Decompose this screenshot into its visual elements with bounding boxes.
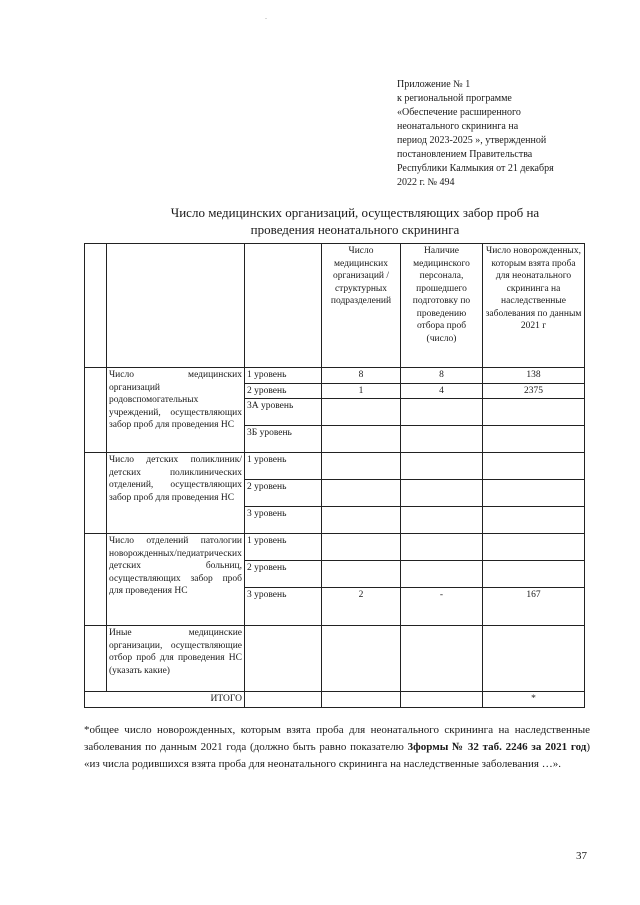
table-row [85,534,585,561]
newborns-cell [483,561,585,588]
level-cell: 3 уровень [245,588,322,626]
level-cell: 1 уровень [245,534,322,561]
newborns-cell: 138 [483,368,585,384]
newborns-cell: 167 [483,588,585,626]
screening-table [84,243,585,708]
newborns-cell [483,507,585,534]
marker-cell [85,368,107,453]
staff-cell: - [401,588,483,626]
scan-mark: . [265,12,267,21]
footnote-text: *общее число новорожденных, которым взята проба для неонатального скрининга на наследственные заболевания по данным 2021 года (должно быть равно показателю [84,724,590,753]
title-line-1: Число медицинских организаций, осуществляющих забор проб на [170,205,540,220]
header-newborns: Число новорожденных, которым взята проба для неонатального скрининга на наследственные заболевания по данным 2021 г [483,244,585,368]
total-row [85,692,585,708]
table-header-row [85,244,585,368]
header-blank-cell [85,244,107,368]
group-label: Число отделений патологии новорожденных/педиатрических детских больниц, осуществляющих забор проб для проведения НС [107,534,245,626]
level-cell: 1 уровень [245,453,322,480]
footnote [84,722,590,773]
org-count-cell: 2 [322,588,401,626]
level-cell: 2 уровень [245,561,322,588]
newborns-cell [483,453,585,480]
staff-cell [401,561,483,588]
group-label: Число медицинских организаций родовспомогательных учреждений, осуществляющих забор проб для проведения НС [107,368,245,453]
page-title [120,204,590,238]
staff-cell [401,507,483,534]
staff-cell: 4 [401,383,483,399]
marker-cell [85,626,107,692]
level-cell: 3 уровень [245,507,322,534]
staff-cell [401,453,483,480]
org-count-cell: 1 [322,383,401,399]
staff-cell [401,626,483,692]
header-blank-cell [107,244,245,368]
newborns-cell [483,426,585,453]
org-count-cell [322,507,401,534]
staff-cell: 8 [401,368,483,384]
appendix-line: Приложение № 1 [397,79,471,90]
marker-cell [85,453,107,534]
level-cell: 3А уровень [245,399,322,426]
org-count-cell [322,453,401,480]
header-blank-cell [245,244,322,368]
staff-cell [401,534,483,561]
org-count-cell: 8 [322,368,401,384]
org-count-cell [322,534,401,561]
group-label: Иные медицинские организации, осуществляющие отбор проб для проведения НС (указать какие) [107,626,245,692]
level-cell [245,692,322,708]
page-number: 37 [576,850,587,862]
total-staff [401,692,483,708]
footnote-text: ) «из числа родившихся взята проба для неонатального скрининга на наследственные заболевания …». [84,741,590,770]
newborns-cell [483,626,585,692]
table-row [85,368,585,384]
level-cell [245,626,322,692]
marker-cell [85,534,107,626]
appendix-line: Республики Калмыкия от 21 декабря [397,163,554,174]
level-cell: 1 уровень [245,368,322,384]
appendix-line: 2022 г. № 494 [397,177,455,188]
staff-cell [401,399,483,426]
appendix-line: к региональной программе [397,93,512,104]
appendix-line: постановлением Правительства [397,149,533,160]
org-count-cell [322,480,401,507]
org-count-cell [322,626,401,692]
newborns-cell [483,399,585,426]
org-count-cell [322,561,401,588]
newborns-cell [483,480,585,507]
appendix-note [397,78,597,190]
appendix-line: неонатального скрининга на [397,121,519,132]
header-org-count: Число медицинских организаций /структурных подразделений [322,244,401,368]
total-org-count [322,692,401,708]
table-row [85,453,585,480]
level-cell: 2 уровень [245,383,322,399]
level-cell: 3Б уровень [245,426,322,453]
header-staff: Наличие медицинского персонала, прошедшего подготовку по проведению отбора проб (число) [401,244,483,368]
group-label: Число детских поликлиник/детских поликлинических отделений, осуществляющих забор проб для проведения НС [107,453,245,534]
org-count-cell [322,399,401,426]
staff-cell [401,480,483,507]
table-row [85,626,585,692]
level-cell: 2 уровень [245,480,322,507]
newborns-cell: 2375 [483,383,585,399]
newborns-cell [483,534,585,561]
appendix-line: «Обеспечение расширенного [397,107,521,118]
appendix-line: период 2023-2025 », утвержденной [397,135,547,146]
total-newborns: * [483,692,585,708]
title-line-2: проведения неонатального скрининга [250,222,460,237]
org-count-cell [322,426,401,453]
total-label: ИТОГО [85,692,245,708]
staff-cell [401,426,483,453]
footnote-bold-reference: 3формы № 32 таб. 2246 за 2021 год [407,741,587,753]
